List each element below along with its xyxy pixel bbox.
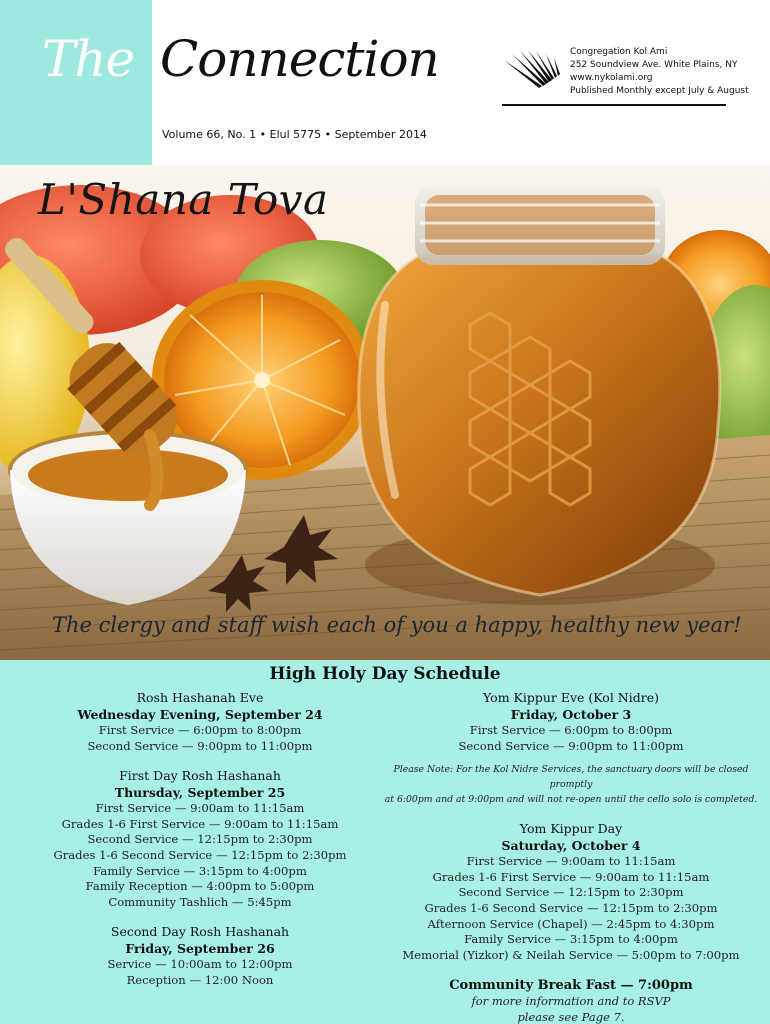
service-time: Family Service — 3:15pm to 4:00pm xyxy=(464,932,678,947)
service-time: Community Tashlich — 5:45pm xyxy=(108,894,292,909)
service-time: First Service — 9:00am to 11:15am xyxy=(466,854,676,869)
schedule-title: High Holy Day Schedule xyxy=(269,664,501,684)
newsletter-title-connection: Connection xyxy=(160,30,439,88)
org-address: 252 Soundview Ave. White Plains, NY xyxy=(570,60,738,70)
event-date: Wednesday Evening, September 24 xyxy=(77,707,323,722)
organization-info xyxy=(570,46,749,98)
service-time: Second Service — 12:15pm to 2:30pm xyxy=(87,832,313,847)
event-first-day-rosh-hashanah xyxy=(0,768,400,910)
org-website[interactable]: www.nykolami.org xyxy=(570,73,653,83)
service-time: Grades 1-6 Second Service — 12:15pm to 2:30pm xyxy=(424,900,718,915)
event-second-day-rosh-hashanah xyxy=(0,924,400,988)
high-holy-day-schedule xyxy=(0,660,770,1024)
event-kol-nidre xyxy=(372,690,770,754)
event-heading: Rosh Hashanah Eve xyxy=(136,690,264,705)
new-year-wish: The clergy and staff wish each of you a happy, healthy new year! xyxy=(52,613,742,637)
event-heading: Yom Kippur Day xyxy=(519,821,623,837)
service-time: First Service — 6:00pm to 8:00pm xyxy=(469,723,673,737)
event-date: Friday, October 3 xyxy=(510,707,632,722)
kol-nidre-note xyxy=(372,762,770,807)
honey-jar-illustration xyxy=(0,165,770,660)
service-time: Reception — 12:00 Noon xyxy=(126,972,274,987)
note-line: at 6:00pm and at 9:00pm and will not re-open until the cello solo is completed. xyxy=(384,794,758,806)
event-yom-kippur-day xyxy=(372,821,770,963)
event-heading: Second Day Rosh Hashanah xyxy=(110,924,290,940)
masthead-divider xyxy=(502,104,726,106)
schedule-right-column xyxy=(372,690,770,1024)
break-fast-page-ref: please see Page 7. xyxy=(517,1009,625,1024)
service-time: First Service — 9:00am to 11:15am xyxy=(95,801,305,816)
event-heading: Yom Kippur Eve (Kol Nidre) xyxy=(483,690,659,705)
service-time: Second Service — 9:00pm to 11:00pm xyxy=(87,738,313,753)
publication-frequency: Published Monthly except July & August xyxy=(570,86,749,96)
service-time: Memorial (Yizkor) & Neilah Service — 5:00pm to 7:00pm xyxy=(402,947,740,962)
congregation-logo-icon xyxy=(502,48,564,90)
event-date: Saturday, October 4 xyxy=(501,838,641,854)
service-time: Afternoon Service (Chapel) — 2:45pm to 4:30pm xyxy=(427,916,715,931)
event-rosh-hashanah-eve xyxy=(0,690,400,754)
event-date: Friday, September 26 xyxy=(125,941,275,957)
community-break-fast xyxy=(372,977,770,1024)
event-heading: First Day Rosh Hashanah xyxy=(119,768,281,784)
service-time: Family Service — 3:15pm to 4:00pm xyxy=(93,863,307,878)
note-line: Please Note: For the Kol Nidre Services, the sanctuary doors will be closed promptly xyxy=(393,764,749,791)
volume-issue-line: Volume 66, No. 1 • Elul 5775 • September 2014 xyxy=(162,128,427,141)
service-time: Second Service — 9:00pm to 11:00pm xyxy=(458,738,684,753)
service-time: Service — 10:00am to 12:00pm xyxy=(107,957,293,972)
service-time: Grades 1-6 Second Service — 12:15pm to 2:30pm xyxy=(53,847,347,862)
service-time: Grades 1-6 First Service — 9:00am to 11:15am xyxy=(432,869,710,884)
newsletter-title-the: The xyxy=(42,30,135,88)
break-fast-info: for more information and to RSVP xyxy=(471,994,671,1009)
service-time: Second Service — 12:15pm to 2:30pm xyxy=(458,885,684,900)
masthead xyxy=(0,0,770,165)
service-time: Grades 1-6 First Service — 9:00am to 11:15am xyxy=(61,816,339,831)
service-time: Family Reception — 4:00pm to 5:00pm xyxy=(85,879,315,894)
greeting-headline: L'Shana Tova xyxy=(38,175,329,224)
event-date: Thursday, September 25 xyxy=(114,785,286,801)
hero-image xyxy=(0,165,770,660)
schedule-left-column xyxy=(0,690,400,1003)
service-time: First Service — 6:00pm to 8:00pm xyxy=(98,723,302,737)
break-fast-title: Community Break Fast — 7:00pm xyxy=(449,978,693,994)
org-name: Congregation Kol Ami xyxy=(570,47,668,57)
